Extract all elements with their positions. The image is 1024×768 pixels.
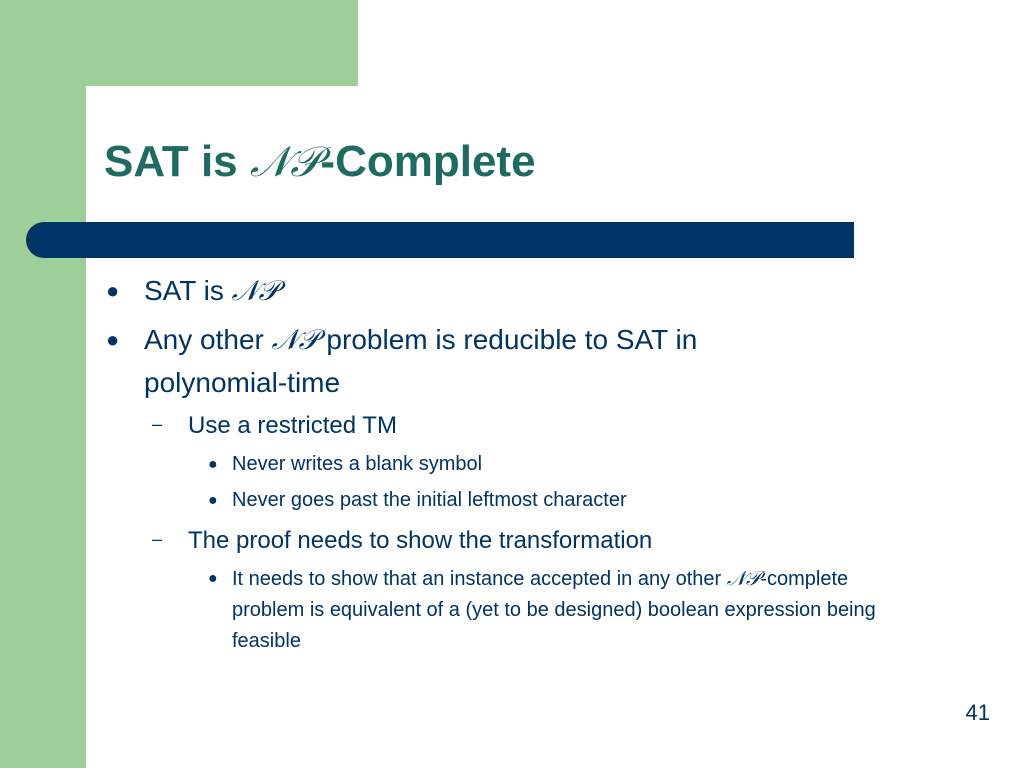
bullet-dot-icon: ● [208, 492, 218, 509]
bullet-text-part: problem is reducible to SAT in polynomial-time [144, 324, 698, 398]
sub-bullet-text: Use a restricted TM [188, 412, 397, 439]
bullet-text-part: It needs to show that an instance accepted in any other [232, 568, 727, 590]
bullet-dot-icon: ● [208, 456, 218, 473]
sub-bullet-text: The proof needs to show the transformation [188, 527, 653, 554]
bullet-text-part: Any other [144, 324, 272, 355]
bullet-text-part: SAT is [144, 275, 232, 306]
np-symbol: 𝒩𝒫 [726, 566, 761, 590]
bullet-text [144, 269, 834, 312]
dash-icon: – [152, 529, 163, 549]
bullet-dot-icon: ● [106, 278, 120, 303]
decorative-green-band [0, 0, 86, 768]
decorative-green-top [0, 0, 358, 86]
np-symbol: 𝒩𝒫 [271, 323, 319, 356]
page-number: 41 [965, 700, 990, 725]
bullet-dot-icon: ● [106, 327, 120, 352]
slide-title [104, 136, 536, 189]
title-prefix: SAT is [104, 137, 250, 186]
bullet-text-part: -complete problem is equivalent of a (yet to be designed) boolean expression being feasible [232, 568, 876, 652]
title-underline-bar [26, 222, 854, 258]
np-symbol: 𝒩𝒫 [231, 274, 279, 307]
sub-sub-bullet-text: Never writes a blank symbol [232, 453, 483, 475]
sub-sub-bullet-text [232, 563, 922, 657]
bullet-text [144, 318, 834, 404]
dash-icon: – [152, 414, 163, 434]
title-suffix: -Complete [320, 137, 536, 186]
sub-sub-bullet-text: Never goes past the initial leftmost character [232, 489, 627, 511]
title-np-symbol: 𝒩𝒫 [249, 137, 321, 186]
bullet-dot-icon: ● [208, 570, 218, 587]
